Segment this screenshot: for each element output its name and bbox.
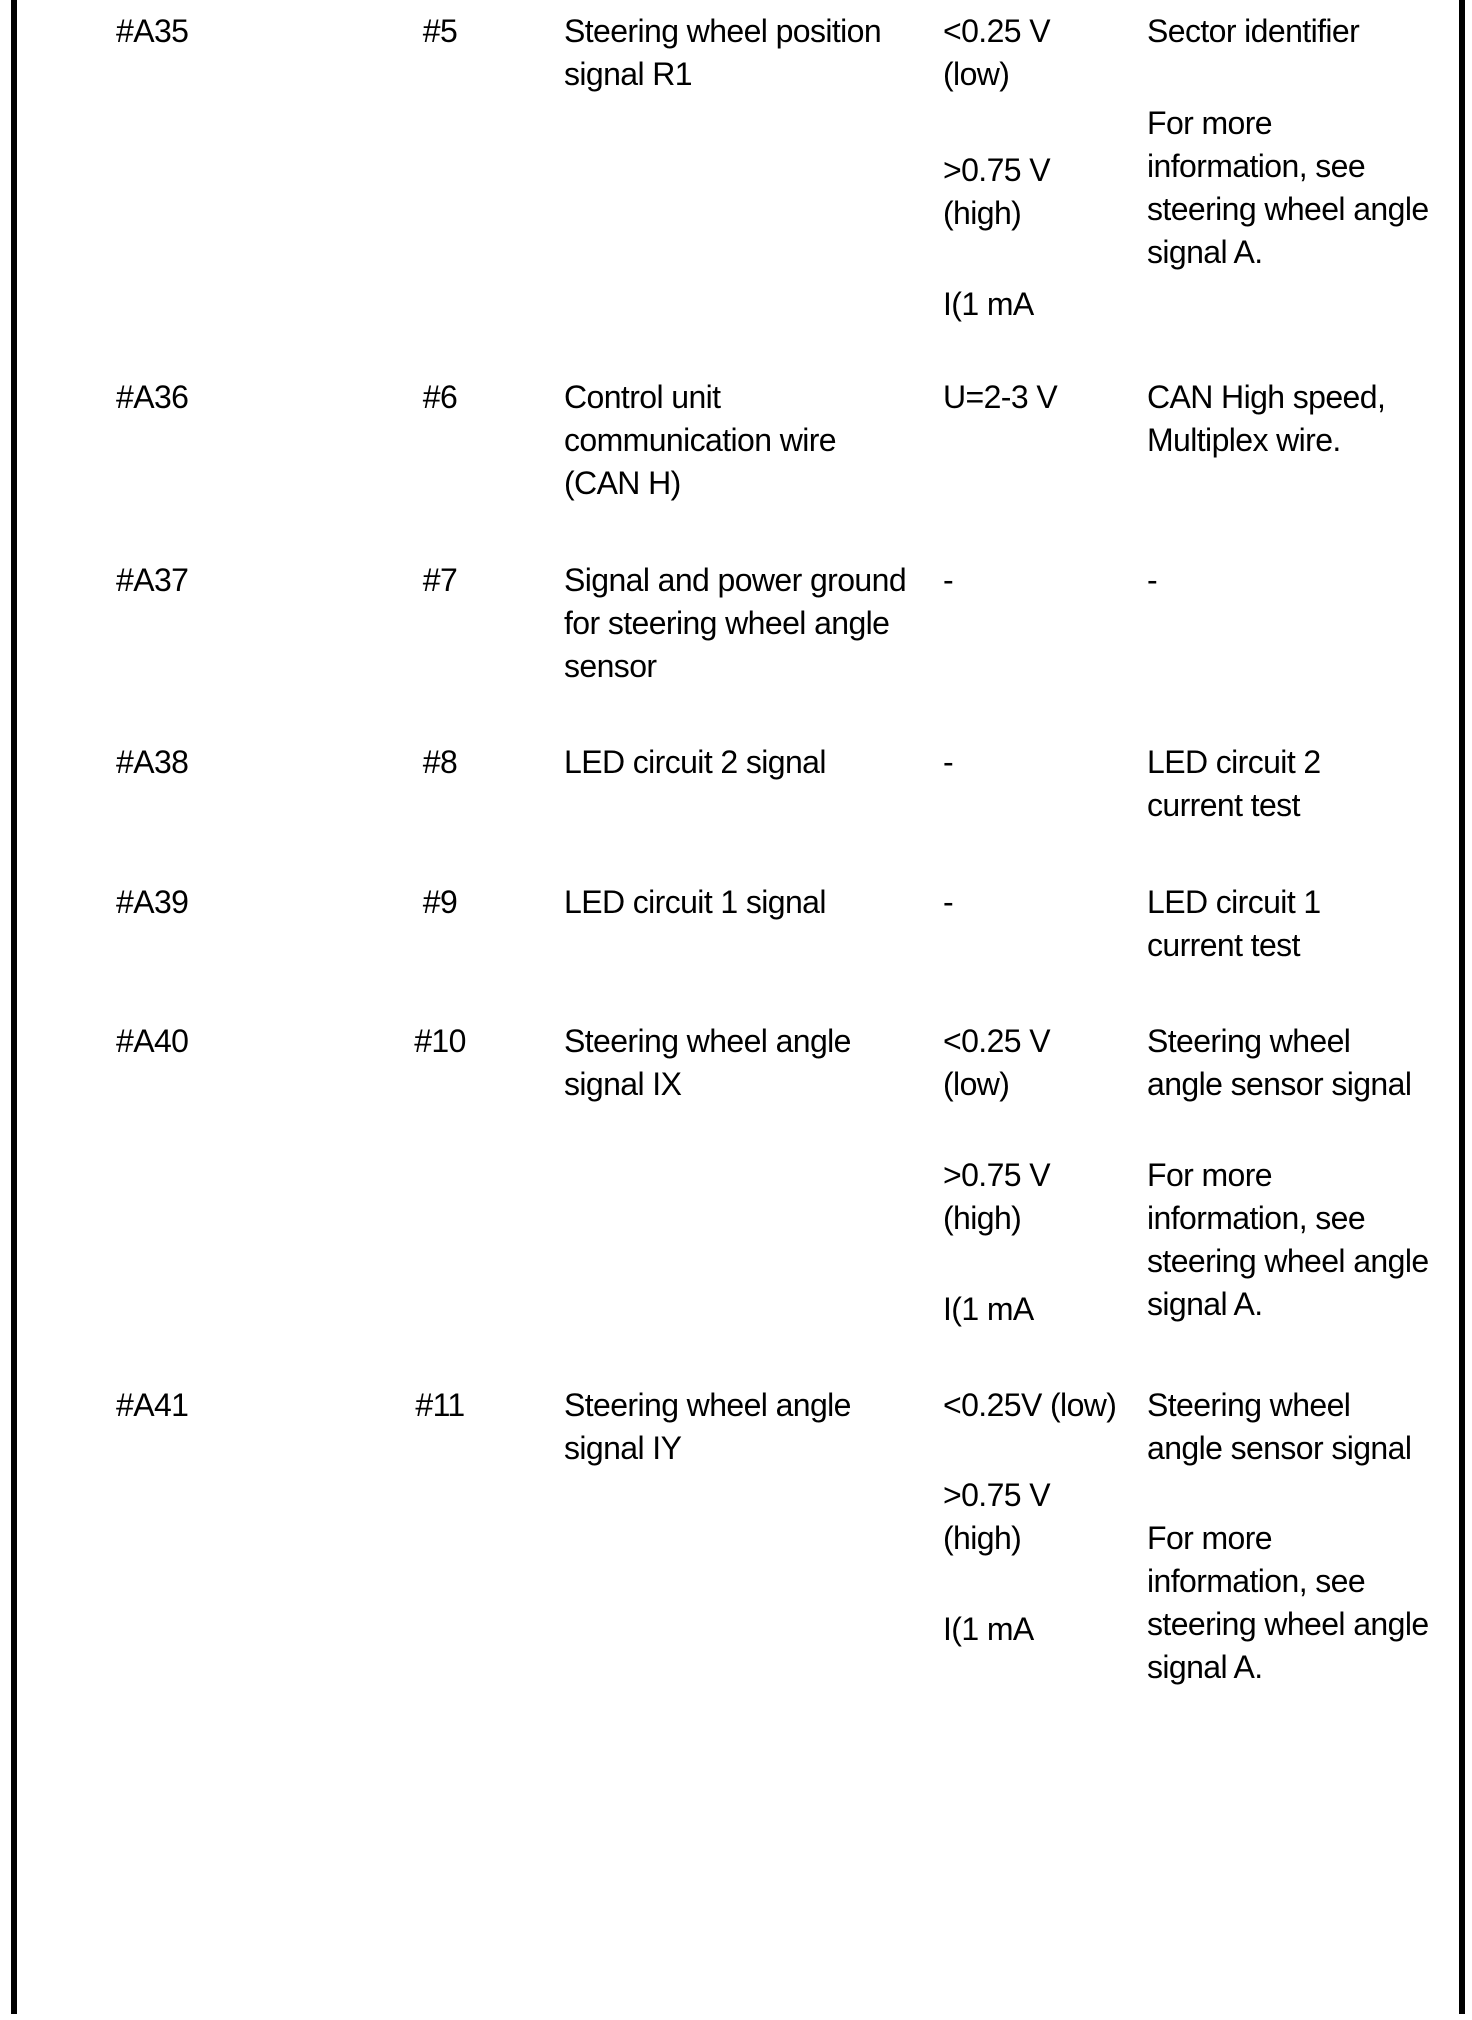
value-line: >0.75 V (943, 152, 1051, 188)
connector-number-cell: #5 (422, 13, 458, 49)
note-line: information, see (1147, 1200, 1366, 1236)
note-line: CAN High speed, (1147, 379, 1386, 415)
value-line: >0.75 V (943, 1157, 1051, 1193)
description-line: signal IX (564, 1066, 682, 1102)
note-line: angle sensor signal (1147, 1430, 1412, 1466)
value-line: I(1 mA (943, 1291, 1034, 1327)
connector-number-cell: #9 (422, 884, 458, 920)
description-line: Control unit (564, 379, 721, 415)
pin-cell: #A37 (116, 562, 189, 598)
note-line: For more (1147, 105, 1272, 141)
value-line: >0.75 V (943, 1477, 1051, 1513)
description-line: Steering wheel angle (564, 1387, 851, 1423)
pin-cell: #A41 (116, 1387, 189, 1423)
pin-cell: #A39 (116, 884, 189, 920)
note-line: For more (1147, 1157, 1272, 1193)
note-line: - (1147, 562, 1158, 598)
value-line: <0.25 V (943, 1023, 1051, 1059)
note-line: Steering wheel (1147, 1387, 1351, 1423)
pin-cell: #A35 (116, 13, 189, 49)
note-line: Sector identifier (1147, 13, 1360, 49)
value-line: I(1 mA (943, 1611, 1034, 1647)
note-line: For more (1147, 1520, 1272, 1556)
note-line: LED circuit 2 (1147, 744, 1321, 780)
value-line: - (943, 744, 954, 780)
value-line: (high) (943, 1520, 1022, 1556)
left-border-line (11, 0, 17, 2014)
description-line: signal R1 (564, 56, 693, 92)
value-line: (low) (943, 1066, 1010, 1102)
connector-number-cell: #11 (415, 1387, 465, 1423)
value-line: (high) (943, 195, 1022, 231)
description-line: communication wire (564, 422, 836, 458)
description-line: LED circuit 1 signal (564, 884, 826, 920)
value-line: <0.25V (low) (943, 1387, 1117, 1423)
connector-number-cell: #7 (422, 562, 458, 598)
note-line: steering wheel angle (1147, 1243, 1429, 1279)
note-line: Multiplex wire. (1147, 422, 1341, 458)
value-line: - (943, 884, 954, 920)
note-line: steering wheel angle (1147, 1606, 1429, 1642)
description-line: (CAN H) (564, 465, 681, 501)
note-line: information, see (1147, 148, 1366, 184)
note-line: signal A. (1147, 1286, 1263, 1322)
pin-cell: #A36 (116, 379, 189, 415)
connector-number-cell: #8 (422, 744, 458, 780)
description-line: LED circuit 2 signal (564, 744, 826, 780)
note-line: current test (1147, 787, 1300, 823)
connector-number-cell: #10 (414, 1023, 466, 1059)
right-border-line (1459, 0, 1465, 2014)
connector-number-cell: #6 (422, 379, 458, 415)
note-line: signal A. (1147, 1649, 1263, 1685)
description-line: sensor (564, 648, 657, 684)
description-line: signal IY (564, 1430, 682, 1466)
value-line: U=2-3 V (943, 379, 1058, 415)
value-line: (low) (943, 56, 1010, 92)
note-line: angle sensor signal (1147, 1066, 1412, 1102)
note-line: Steering wheel (1147, 1023, 1351, 1059)
value-line: I(1 mA (943, 286, 1034, 322)
note-line: information, see (1147, 1563, 1366, 1599)
note-line: LED circuit 1 (1147, 884, 1321, 920)
note-line: signal A. (1147, 234, 1263, 270)
note-line: steering wheel angle (1147, 191, 1429, 227)
pin-cell: #A38 (116, 744, 189, 780)
description-line: Signal and power ground (564, 562, 907, 598)
pin-cell: #A40 (116, 1023, 189, 1059)
description-line: for steering wheel angle (564, 605, 890, 641)
value-line: <0.25 V (943, 13, 1051, 49)
description-line: Steering wheel angle (564, 1023, 851, 1059)
value-line: - (943, 562, 954, 598)
value-line: (high) (943, 1200, 1022, 1236)
note-line: current test (1147, 927, 1300, 963)
description-line: Steering wheel position (564, 13, 882, 49)
